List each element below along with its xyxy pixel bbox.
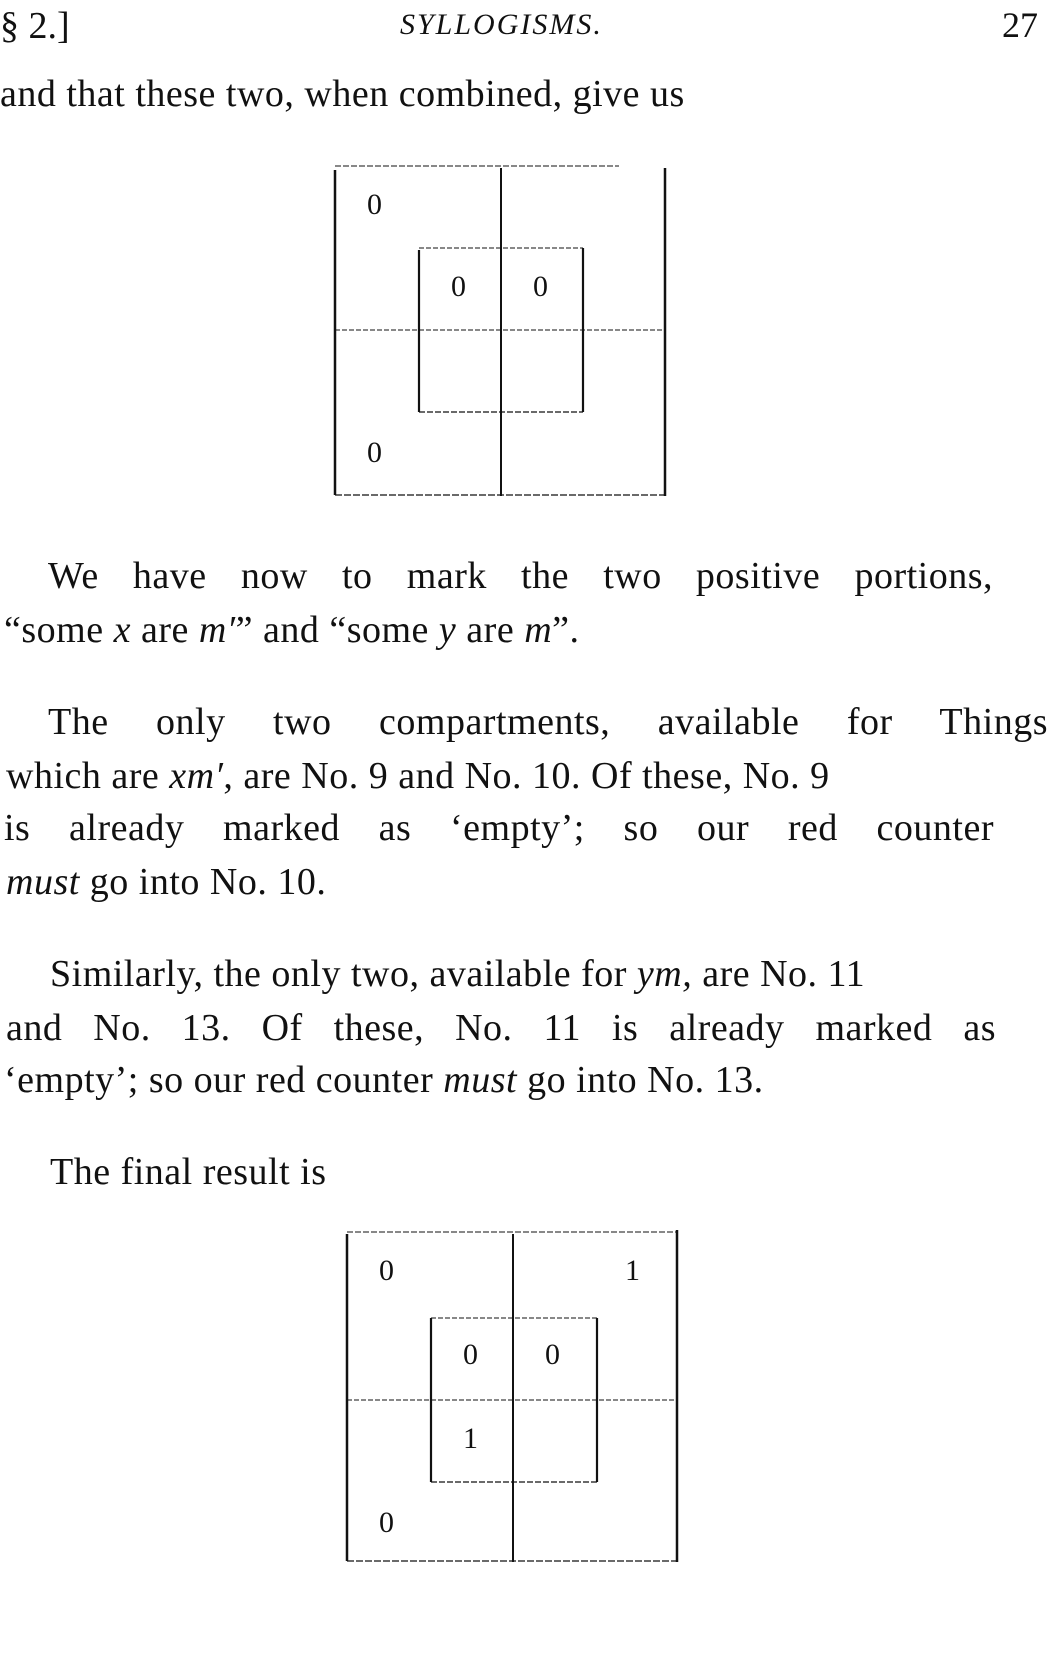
syllogism-diagram-final bbox=[345, 1226, 685, 1566]
text-span: are No. 11 bbox=[692, 953, 866, 995]
text-span: which are bbox=[6, 755, 170, 797]
para2-line2 bbox=[6, 754, 830, 798]
running-title: SYLLOGISMS. bbox=[400, 8, 603, 41]
text-span: ‘empty’; so our red counter bbox=[4, 1059, 444, 1101]
cell-outer-bottom-left: 0 bbox=[367, 436, 382, 469]
para2-line1: The only two compartments, available for Things bbox=[48, 701, 1048, 743]
text-span: Similarly, the only two, available for bbox=[50, 953, 637, 995]
text-span: are bbox=[130, 609, 199, 651]
var-m: m bbox=[524, 609, 553, 651]
text-span: are bbox=[456, 609, 525, 651]
page-number: 27 bbox=[1002, 5, 1038, 45]
emphasis-must: must bbox=[6, 861, 80, 903]
text-span: , are No. 9 and No. 10. Of these, No. 9 bbox=[223, 755, 830, 797]
var-x: x bbox=[113, 609, 131, 651]
text-span: ” and “some bbox=[235, 609, 439, 651]
cell-outer-top-left: 0 bbox=[379, 1254, 394, 1287]
section-marker: § 2.] bbox=[0, 5, 70, 47]
text-span: “some bbox=[4, 609, 114, 651]
para1-line1: We have now to mark the two positive portions, bbox=[48, 555, 993, 597]
para2-line4 bbox=[6, 860, 326, 904]
cell-inner-top-left: 0 bbox=[463, 1338, 478, 1371]
var-ym: ym, bbox=[636, 953, 693, 995]
syllogism-diagram-combined bbox=[333, 160, 673, 500]
var-y: y bbox=[438, 609, 457, 651]
intro-line: and that these two, when combined, give us bbox=[0, 73, 685, 115]
cell-outer-bottom-left: 0 bbox=[379, 1506, 394, 1539]
text-span: go into No. 13. bbox=[517, 1059, 764, 1101]
cell-outer-top-left: 0 bbox=[367, 188, 382, 221]
text-span: go into No. 10. bbox=[79, 861, 327, 903]
var-m-prime: m′ bbox=[198, 609, 236, 651]
para2-line3: is already marked as ‘empty’; so our red counter bbox=[4, 807, 994, 849]
para3-line1 bbox=[50, 952, 865, 996]
var-xm-prime: xm′ bbox=[169, 755, 224, 797]
final-result-line: The final result is bbox=[50, 1151, 327, 1193]
para1-line2 bbox=[4, 608, 580, 652]
cell-inner-top-left: 0 bbox=[451, 270, 466, 303]
cell-inner-top-right: 0 bbox=[545, 1338, 560, 1371]
para3-line3 bbox=[4, 1058, 764, 1102]
diagram-lines bbox=[333, 160, 673, 500]
cell-inner-bottom-left: 1 bbox=[463, 1422, 478, 1455]
text-span: ”. bbox=[552, 609, 580, 651]
cell-outer-top-right: 1 bbox=[625, 1254, 640, 1287]
cell-inner-top-right: 0 bbox=[533, 270, 548, 303]
para3-line2: and No. 13. Of these, No. 11 is already marked as bbox=[6, 1007, 996, 1049]
emphasis-must: must bbox=[443, 1059, 518, 1101]
